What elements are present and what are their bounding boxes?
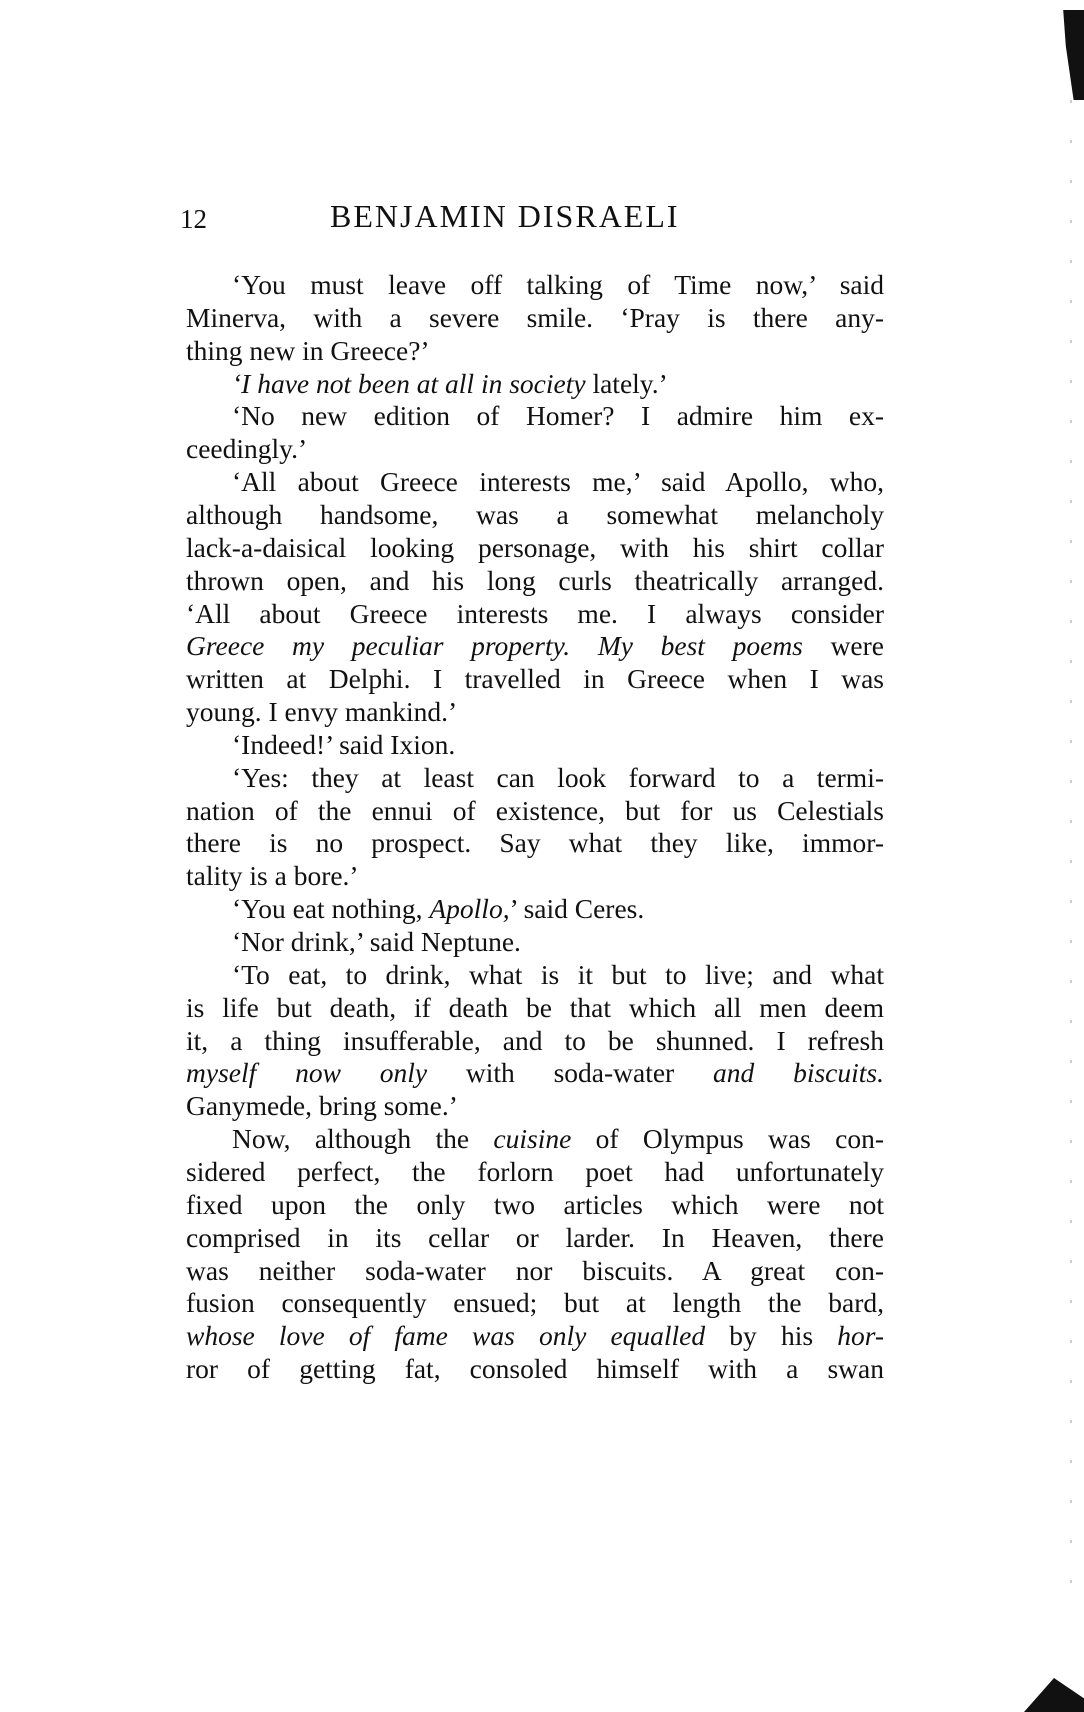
text-segment: young. I envy mankind.’: [186, 696, 458, 728]
text-segment: fusion consequently ensued; but at length the bard,: [186, 1287, 884, 1319]
text-segment: ‘All about Greece interests me,’ said Apollo, who,: [232, 466, 884, 498]
text-line: [186, 1056, 884, 1089]
text-line: [186, 1352, 884, 1385]
text-line: [186, 925, 884, 958]
text-segment: ‘Yes: they at least can look forward to a termi-: [232, 761, 884, 793]
text-line: [186, 301, 884, 334]
text-segment: ‘I have not been at all in society: [232, 367, 586, 399]
text-line: [186, 1089, 884, 1122]
text-line: [186, 1024, 884, 1057]
text-segment: of Olympus was con-: [571, 1123, 884, 1155]
text-line: [186, 531, 884, 564]
text-segment: nation of the ennui of existence, but for us Celestials: [186, 794, 884, 826]
text-line: [186, 268, 884, 301]
text-segment: ’ said Ceres.: [509, 893, 645, 925]
text-segment: ceedingly.’: [186, 433, 308, 465]
text-segment: there is no prospect. Say what they like, immor-: [186, 827, 884, 859]
text-segment: ‘Indeed!’ said Ixion.: [232, 728, 456, 760]
scan-corner-mark: [1024, 1678, 1084, 1712]
text-line: [186, 597, 884, 630]
text-line: [186, 1319, 884, 1352]
text-line: [186, 367, 884, 400]
text-segment: lately.’: [585, 367, 668, 399]
text-segment: Minerva, with a severe smile. ‘Pray is there any-: [186, 301, 884, 333]
text-segment: hor-: [837, 1320, 884, 1352]
text-segment: fixed upon the only two articles which were not: [186, 1188, 884, 1220]
text-line: [186, 892, 884, 925]
text-segment: ‘To eat, to drink, what is it but to live; and what: [232, 958, 884, 990]
text-segment: thing new in Greece?’: [186, 334, 430, 366]
text-segment: although handsome, was a somewhat melancholy: [186, 498, 884, 530]
text-line: [186, 991, 884, 1024]
text-line: [186, 498, 884, 531]
text-segment: thrown open, and his long curls theatrically arranged.: [186, 564, 884, 596]
text-line: [186, 629, 884, 662]
text-segment: tality is a bore.’: [186, 860, 359, 892]
text-line: [186, 465, 884, 498]
text-line: [186, 1122, 884, 1155]
text-segment: were: [802, 630, 885, 662]
text-segment: Now, although the: [232, 1123, 494, 1155]
scan-edge-noise: [1070, 100, 1072, 1600]
text-line: [186, 662, 884, 695]
text-segment: Ganymede, bring some.’: [186, 1090, 458, 1122]
text-segment: Apollo,: [429, 893, 510, 925]
page-number: 12: [180, 204, 207, 234]
scan-edge-mark: [1058, 10, 1084, 100]
text-segment: ‘Nor drink,’ said Neptune.: [232, 926, 521, 957]
text-segment: and biscuits.: [713, 1057, 884, 1089]
text-line: [186, 1221, 884, 1254]
text-line: [186, 794, 884, 827]
text-segment: ‘No new edition of Homer? I admire him ex-: [232, 400, 884, 432]
text-line: [186, 761, 884, 794]
text-segment: sidered perfect, the forlorn poet had unfortunately: [186, 1155, 884, 1187]
text-segment: ‘All about Greece interests me. I always consider: [186, 597, 884, 629]
text-segment: ‘You must leave off talking of Time now,’ said: [232, 269, 884, 300]
text-segment: whose love of fame was only equalled: [186, 1320, 706, 1352]
text-line: [186, 728, 884, 761]
text-segment: was neither soda-water nor biscuits. A great con-: [186, 1254, 884, 1286]
text-segment: it, a thing insufferable, and to be shunned. I refresh: [186, 1024, 884, 1056]
text-line: [186, 859, 884, 892]
text-line: [186, 695, 884, 728]
text-segment: cuisine: [493, 1123, 572, 1155]
text-line: [186, 1286, 884, 1319]
text-line: [186, 1188, 884, 1221]
text-segment: with soda-water: [427, 1057, 714, 1089]
text-segment: lack-a-daisical looking personage, with his shirt collar: [186, 531, 884, 563]
text-line: [186, 564, 884, 597]
text-line: [186, 334, 884, 367]
text-line: [186, 1254, 884, 1287]
text-segment: myself now only: [186, 1057, 428, 1089]
running-title: BENJAMIN DISRAELI: [330, 198, 680, 234]
text-segment: written at Delphi. I travelled in Greece when I was: [186, 663, 884, 695]
text-segment: is life but death, if death be that which all men deem: [186, 991, 884, 1023]
text-segment: Greece my peculiar property. My best poems: [186, 630, 803, 662]
text-line: [186, 432, 884, 465]
text-line: [186, 1155, 884, 1188]
text-segment: ror of getting fat, consoled himself with a swan: [186, 1353, 884, 1385]
text-segment: ‘You eat nothing,: [232, 893, 430, 925]
text-line: [186, 958, 884, 991]
text-segment: by his: [705, 1320, 838, 1352]
text-line: [186, 826, 884, 859]
text-line: [186, 399, 884, 432]
text-segment: comprised in its cellar or larder. In Heaven, there: [186, 1221, 884, 1253]
